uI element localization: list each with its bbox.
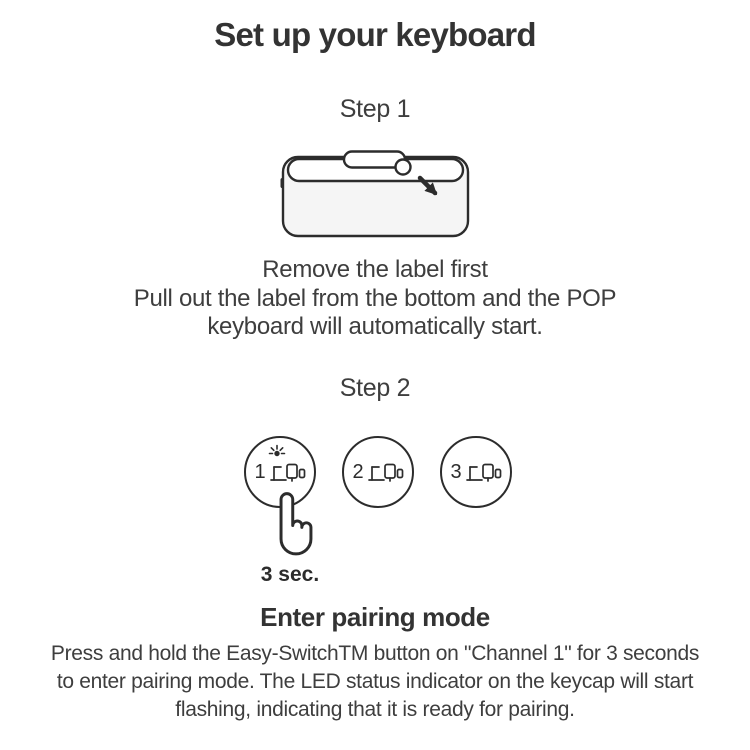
keyboard-illustration bbox=[280, 148, 472, 240]
step1-line-3: keyboard will automatically start. bbox=[207, 313, 543, 340]
channel-number: 1 bbox=[254, 461, 266, 483]
step1-line-2: Pull out the label from the bottom and the POP bbox=[133, 284, 617, 312]
channel-number: 3 bbox=[450, 461, 462, 483]
label-pull-tab bbox=[396, 160, 411, 175]
channel-number: 2 bbox=[352, 461, 364, 483]
step1-label: Step 1 bbox=[339, 95, 411, 123]
step2-label: Step 2 bbox=[339, 374, 411, 402]
devices-icon bbox=[270, 461, 306, 483]
channel-3-button bbox=[440, 436, 512, 508]
devices-icon bbox=[368, 461, 404, 483]
devices-icon bbox=[466, 461, 502, 483]
hold-duration-label: 3 sec. bbox=[260, 563, 320, 586]
led-flash-icon bbox=[265, 444, 289, 458]
pairing-desc-line-1: Press and hold the Easy-SwitchTM button on "Channel 1" for 3 seconds bbox=[50, 642, 700, 665]
channel-2-button bbox=[342, 436, 414, 508]
step1-description bbox=[0, 256, 750, 342]
pairing-desc-line-2: to enter pairing mode. The LED status indicator on the keycap will start bbox=[56, 670, 694, 693]
pairing-desc-line-3: flashing, indicating that it is ready for pairing. bbox=[175, 698, 575, 721]
step1-line-1: Remove the label first bbox=[262, 256, 488, 283]
pairing-mode-description bbox=[0, 640, 750, 724]
page-title: Set up your keyboard bbox=[214, 16, 536, 53]
press-hand-icon bbox=[262, 489, 314, 562]
pairing-mode-heading: Enter pairing mode bbox=[260, 602, 490, 632]
